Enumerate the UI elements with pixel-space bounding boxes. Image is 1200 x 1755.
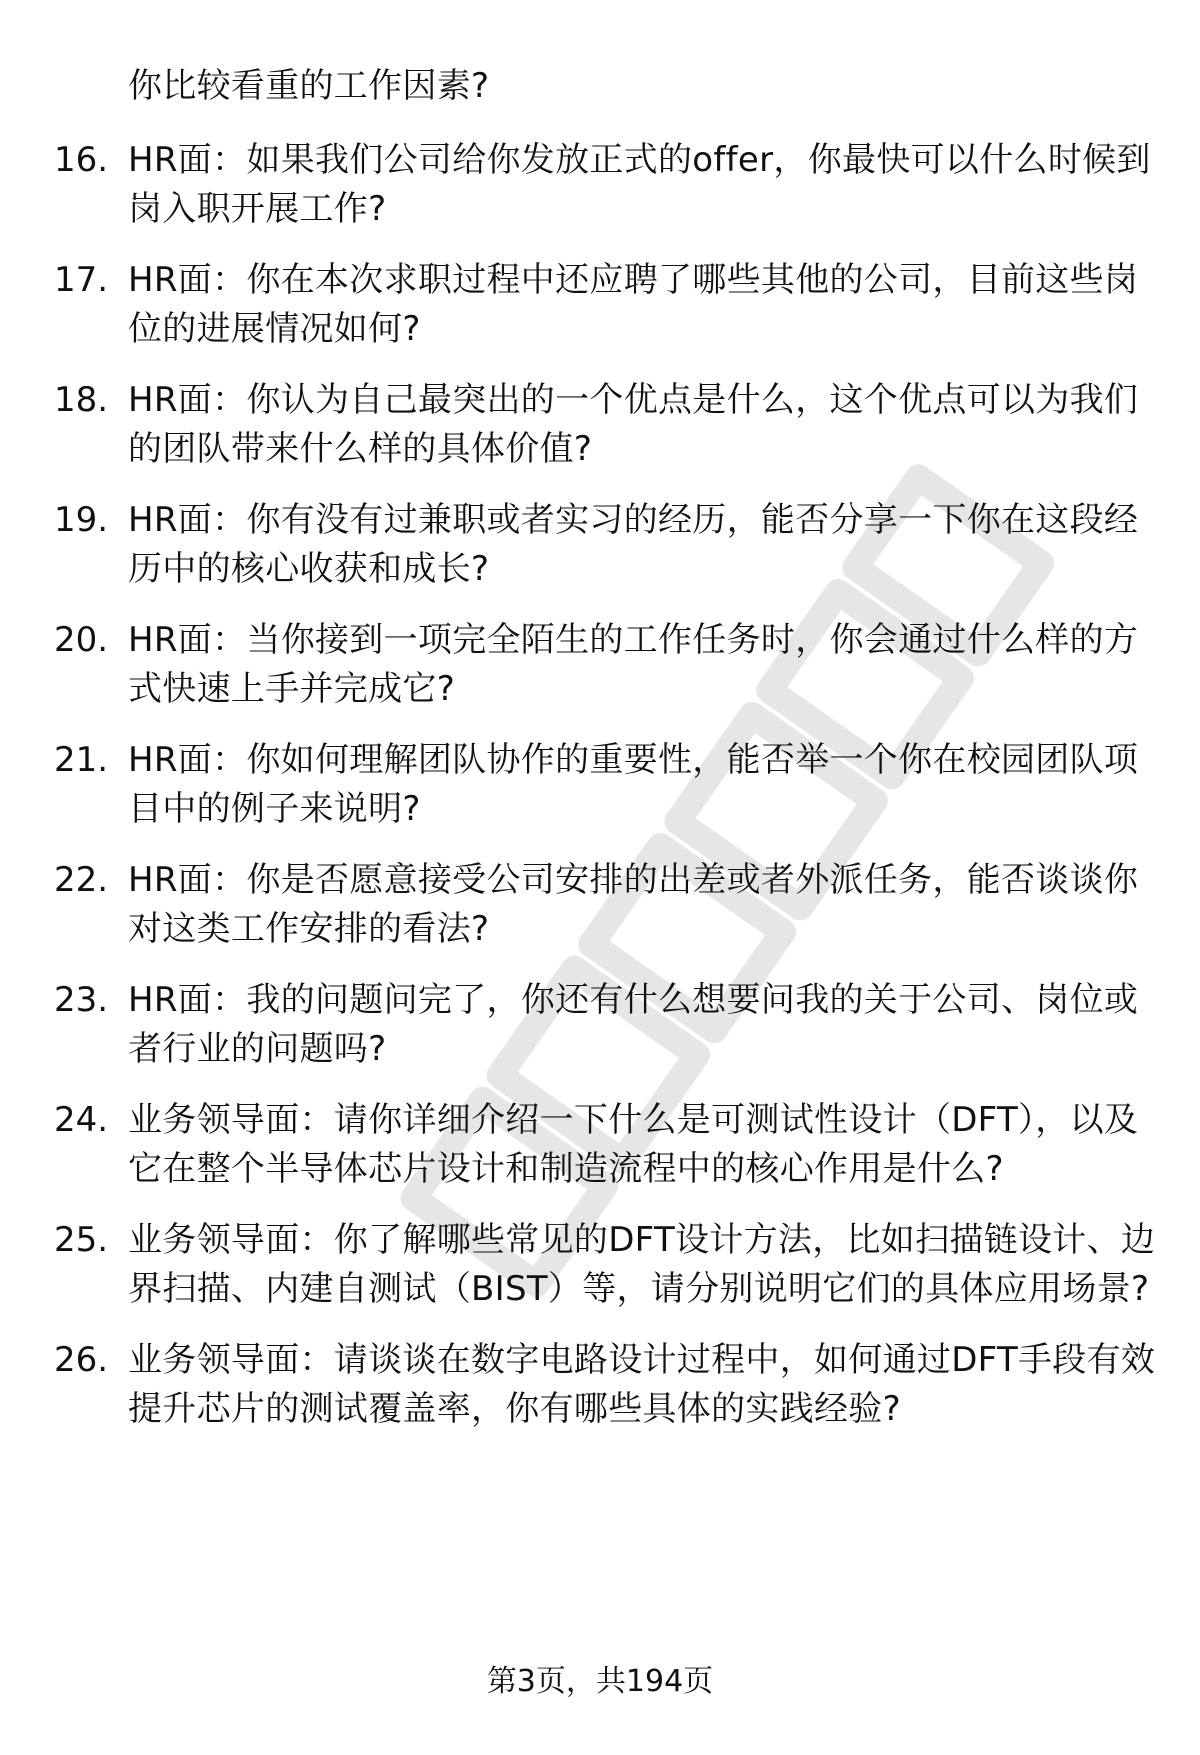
question-list — [0, 62, 1200, 1456]
question-text: HR面：如果我们公司给你发放正式的offer，你最快可以什么时候到岗入职开展工作? — [128, 140, 1151, 229]
continued-question — [0, 62, 1200, 111]
question-number: 22. — [54, 860, 109, 900]
question-number: 16. — [54, 140, 109, 180]
question-item — [0, 496, 1200, 594]
question-number: 18. — [54, 380, 109, 420]
question-item — [0, 1096, 1200, 1194]
question-text: 业务领导面：请谈谈在数字电路设计过程中，如何通过DFT手段有效提升芯片的测试覆盖率，你有哪些具体的实践经验? — [128, 1340, 1156, 1429]
question-text: 业务领导面：请你详细介绍一下什么是可测试性设计（DFT），以及它在整个半导体芯片设计和制造流程中的核心作用是什么? — [128, 1100, 1139, 1189]
continued-question-text: 你比较看重的工作因素? — [128, 66, 490, 106]
question-number: 23. — [54, 980, 109, 1020]
question-item — [0, 256, 1200, 354]
question-text: HR面：当你接到一项完全陌生的工作任务时，你会通过什么样的方式快速上手并完成它? — [128, 620, 1139, 709]
question-item — [0, 736, 1200, 834]
question-item — [0, 856, 1200, 954]
question-text: HR面：你在本次求职过程中还应聘了哪些其他的公司，目前这些岗位的进展情况如何? — [128, 260, 1139, 349]
question-text: HR面：你如何理解团队协作的重要性，能否举一个你在校园团队项目中的例子来说明? — [128, 740, 1139, 829]
question-number: 21. — [54, 740, 109, 780]
page-footer: 第3页，共194页 — [486, 1664, 714, 1699]
question-number: 19. — [54, 500, 109, 540]
question-item — [0, 976, 1200, 1074]
question-item — [0, 136, 1200, 234]
question-item — [0, 1216, 1200, 1314]
question-number: 24. — [54, 1100, 109, 1140]
question-text: HR面：你有没有过兼职或者实习的经历，能否分享一下你在这段经历中的核心收获和成长? — [128, 500, 1139, 589]
question-item — [0, 1336, 1200, 1434]
question-text: HR面：你认为自己最突出的一个优点是什么，这个优点可以为我们的团队带来什么样的具体价值? — [128, 380, 1139, 469]
question-item — [0, 376, 1200, 474]
question-text: 业务领导面：你了解哪些常见的DFT设计方法，比如扫描链设计、边界扫描、内建自测试（BIST）等，请分别说明它们的具体应用场景? — [128, 1220, 1156, 1309]
question-number: 25. — [54, 1220, 109, 1260]
question-text: HR面：你是否愿意接受公司安排的出差或者外派任务，能否谈谈你对这类工作安排的看法? — [128, 860, 1139, 949]
question-number: 26. — [54, 1340, 109, 1380]
question-number: 17. — [54, 260, 109, 300]
question-text: HR面：我的问题问完了，你还有什么想要问我的关于公司、岗位或者行业的问题吗? — [128, 980, 1139, 1069]
question-number: 20. — [54, 620, 109, 660]
question-item — [0, 616, 1200, 714]
